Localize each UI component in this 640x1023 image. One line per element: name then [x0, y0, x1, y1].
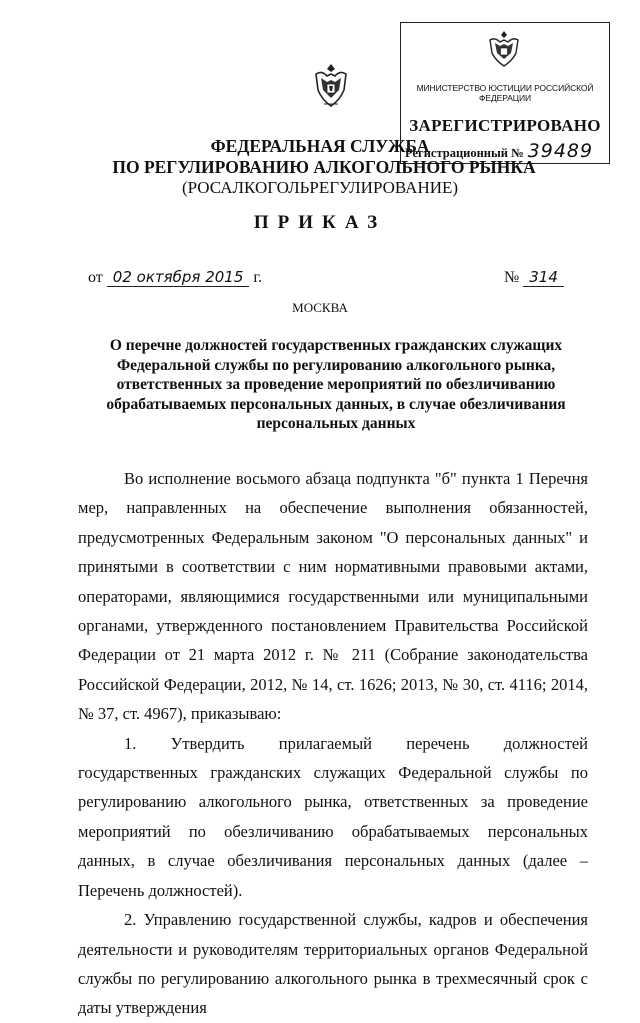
paragraph: Во исполнение восьмого абзаца подпункта "б" пункта 1 Перечня мер, направленных на обеспечение выполнения обязанностей, предусмотренных Федеральным законом "О персональных данных" и принятыми в соответствии с ним нормативными правовыми актами, операторами, являющимися государственными или муниципальными органами, утвержденного постановлением Правительства Российской Федерации от 21 марта 2012 г. № 211 (Собрание законодательства Российской Федерации, 2012, № 14, ст. 1626; 2013, № 30, ст. 4116; 2014, № 37, ст. 4967), приказываю:	[78, 469, 588, 724]
stamp-reg-label: Регистрационный №	[405, 146, 524, 160]
number-label: №	[504, 269, 520, 286]
header-line-1: ФЕДЕРАЛЬНАЯ СЛУЖБА	[210, 136, 430, 156]
number-line	[504, 268, 564, 287]
header-line-2: ПО РЕГУЛИРОВАНИЮ АЛКОГОЛЬНОГО РЫНКА	[112, 157, 536, 177]
date-value: 02 октября 2015	[107, 268, 250, 287]
document-body	[78, 464, 588, 1023]
city: МОСКВА	[292, 300, 348, 315]
date-prefix: от	[88, 269, 103, 286]
date-line	[88, 268, 262, 287]
stamp-ministry: МИНИСТЕРСТВО ЮСТИЦИИ РОССИЙСКОЙ ФЕДЕРАЦИИ	[416, 83, 594, 103]
paragraph: 1. Утвердить прилагаемый перечень должностей государственных гражданских служащих Федеральной службы по регулированию алкогольного рынка, ответственных за проведение мероприятий по обезличиванию обрабатываемых персональных данных, в случае обезличивания персональных данных (далее – Перечень должностей).	[78, 733, 588, 900]
paragraph: 2. Управлению государственной службы, кадров и обеспечения деятельности и руководителям территориальных органов Федеральной службы по регулированию алкогольного рынка в трехмесячный срок с даты утверждения	[78, 910, 588, 1018]
stamp-reg-number: 39489	[527, 140, 594, 162]
document-title: О перечне должностей государственных гражданских служащих Федеральной службы по регулированию алкогольного рынка, ответственных за проведение мероприятий по обезличиванию обрабатываемых персональных данных, в случае обезличивания персональных данных	[106, 337, 566, 432]
stamp-status: ЗАРЕГИСТРИРОВАНО	[409, 116, 601, 135]
header-line-3: (РОСАЛКОГОЛЬРЕГУЛИРОВАНИЕ)	[181, 178, 459, 197]
coat-of-arms-icon	[312, 60, 350, 112]
number-value: 314	[523, 268, 564, 287]
coat-of-arms-icon	[487, 29, 521, 69]
document-type: ПРИКАЗ	[253, 212, 387, 233]
date-suffix: г.	[253, 269, 263, 286]
